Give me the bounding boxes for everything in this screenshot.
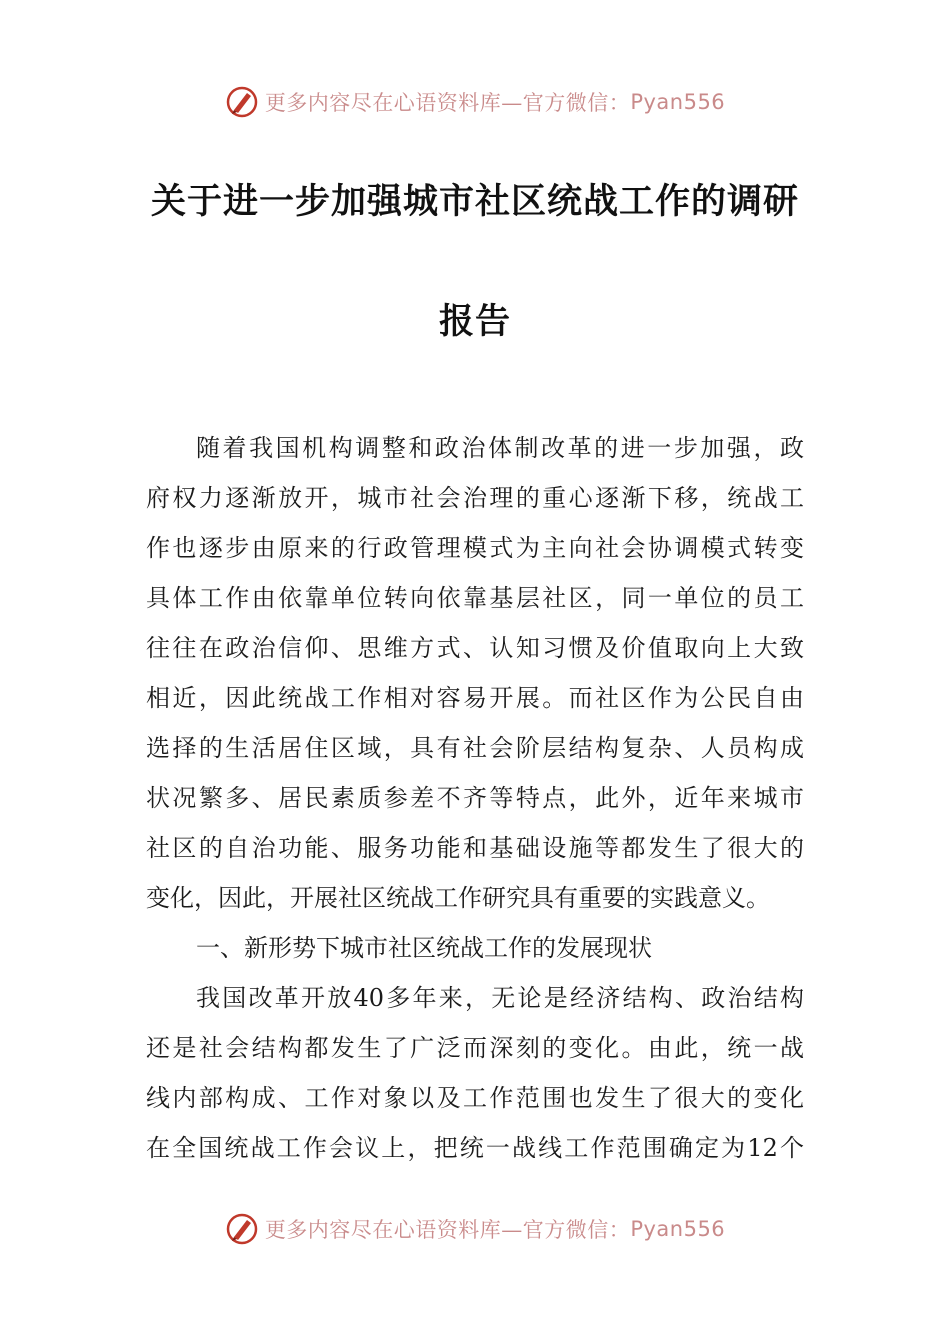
body-line: 在全国统战工作会议上，把统一战线工作范围确定为12个	[146, 1134, 804, 1162]
body-line: 我国改革开放40多年来，无论是经济结构、政治结构	[196, 984, 804, 1012]
page-title-line-2: 报告	[438, 302, 511, 342]
watermark-banner-bottom	[0, 1209, 950, 1249]
body-line: 往往在政治信仰、思维方式、认知习惯及价值取向上大致	[146, 634, 804, 662]
body-line: 变化，因此，开展社区统战工作研究具有重要的实践意义。	[146, 884, 770, 912]
section-heading: 一、新形势下城市社区统战工作的发展现状	[196, 934, 652, 962]
body-line: 选择的生活居住区域，具有社会阶层结构复杂、人员构成	[146, 734, 804, 762]
watermark-banner-top	[0, 82, 950, 122]
watermark-wechat-id: Pyan556	[630, 1217, 726, 1241]
page-title-line-1: 关于进一步加强城市社区统战工作的调研	[150, 182, 799, 222]
pen-logo-icon	[225, 1212, 259, 1246]
pen-logo-icon	[225, 85, 259, 119]
body-line: 状况繁多、居民素质参差不齐等特点，此外，近年来城市	[146, 784, 804, 812]
watermark-text: 更多内容尽在心语资料库—官方微信：	[264, 1218, 631, 1242]
body-line: 府权力逐渐放开，城市社会治理的重心逐渐下移，统战工	[146, 484, 804, 512]
body-line: 线内部构成、工作对象以及工作范围也发生了很大的变化	[146, 1084, 804, 1112]
body-line: 还是社会结构都发生了广泛而深刻的变化。由此，统一战	[146, 1034, 804, 1062]
body-line: 随着我国机构调整和政治体制改革的进一步加强，政	[196, 434, 804, 462]
body-line: 相近，因此统战工作相对容易开展。而社区作为公民自由	[146, 684, 804, 712]
body-line: 社区的自治功能、服务功能和基础设施等都发生了很大的	[146, 834, 804, 862]
watermark-wechat-id: Pyan556	[630, 90, 726, 114]
body-line: 作也逐步由原来的行政管理模式为主向社会协调模式转变	[146, 534, 804, 562]
watermark-text: 更多内容尽在心语资料库—官方微信：	[264, 91, 631, 115]
body-line: 具体工作由依靠单位转向依靠基层社区，同一单位的员工	[146, 584, 804, 612]
